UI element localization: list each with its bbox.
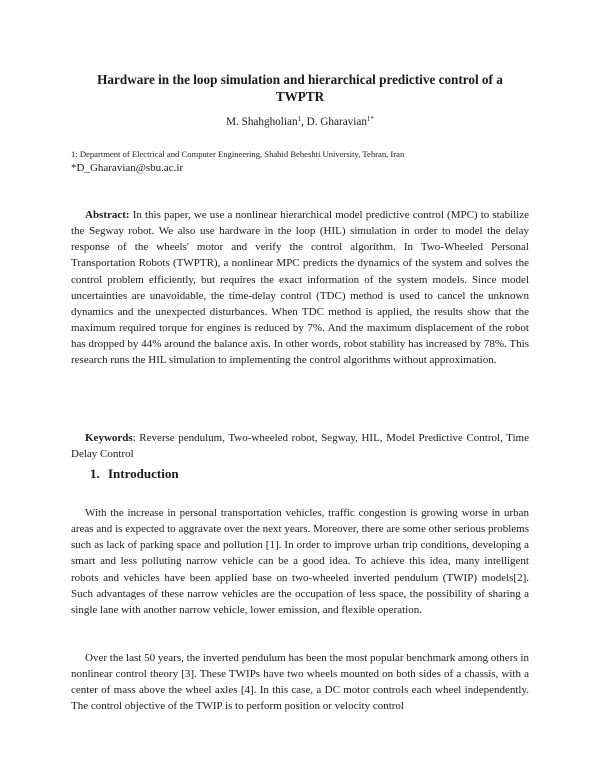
intro-paragraph-2: Over the last 50 years, the inverted pendulum has been the most popular benchmark among others in nonlinear control theory [3]. These TWIPs have two wheels mounted on both sides of a chassis, with a center of mass above the wheel axles [4]. In this case, a DC motor controls each wheel independently. The control objective of the TWIP is to perform position or velocity control xyxy=(71,652,529,713)
affiliation: 1: Department of Electrical and Computer Engineering, Shahid Beheshti University, Tehran, Iran xyxy=(71,149,405,159)
corresponding-email: *D_Gharavian@sbu.ac.ir xyxy=(71,162,184,174)
abstract xyxy=(71,207,529,369)
abstract-text: In this paper, we use a nonlinear hierarchical model predictive control (MPC) to stabilize the Segway robot. We also use hardware in the loop (HIL) simulation in order to model the delay response of the wheels' motor and verify the control algorithm. In Two-Wheeled Personal Transportation Robots (TWPTR), a nonlinear MPC predicts the dynamics of the system and solves the control problem efficiently, but requires the exact information of the system models. Since model uncertainties are unavoidable, the time-delay control (TDC) method is used to cancel the unknown dynamics and the unexpected disturbances. When TDC method is applied, the results show that the maximum required torque for engines is reduced by 7%. And the maximum displacement of the robot has dropped by 44% around the balance axis. In other words, robot stability has increased by 78%. This research runs the HIL simulation to implementing the control algorithms without approximation. xyxy=(71,209,529,367)
abstract-label: Abstract: xyxy=(85,209,130,221)
title-line-1: Hardware in the loop simulation and hierarchical predictive control of a xyxy=(97,72,503,87)
author-2-affiliation-mark: 1* xyxy=(366,115,374,123)
keywords-label: Keywords xyxy=(85,432,133,444)
intro-paragraph-1: With the increase in personal transportation vehicles, traffic congestion is growing worse in urban areas and is expected to aggravate over the next years. Moreover, there are some other serious problems such as lack of parking space and pollution [1]. In order to improve urban trip conditions, developing a smart and less polluting narrow vehicle can be a good idea. To achieve this idea, many intelligent robots and vehicles have been applied base on two-wheeled inverted pendulum (TWIP) models[2]. Such advantages of these narrow vehicles are the occupation of less space, the possibility of sharing a single lane with another narrow vehicle, lower emission, and flexible operation. xyxy=(71,507,529,616)
author-separator: , xyxy=(301,116,307,128)
keywords xyxy=(71,430,529,462)
paper-title xyxy=(60,71,540,105)
author-list xyxy=(0,115,600,129)
section-title: Introduction xyxy=(108,466,179,481)
keywords-text: : Reverse pendulum, Two-wheeled robot, Segway, HIL, Model Predictive Control, Time Delay Control xyxy=(71,432,529,461)
author-2: D. Gharavian xyxy=(306,116,367,128)
title-line-2: TWPTR xyxy=(275,89,325,104)
section-heading-introduction xyxy=(90,466,179,482)
section-number: 1. xyxy=(90,466,100,481)
author-1-affiliation-mark: 1 xyxy=(297,115,302,123)
author-1: M. Shahgholian xyxy=(226,116,298,128)
